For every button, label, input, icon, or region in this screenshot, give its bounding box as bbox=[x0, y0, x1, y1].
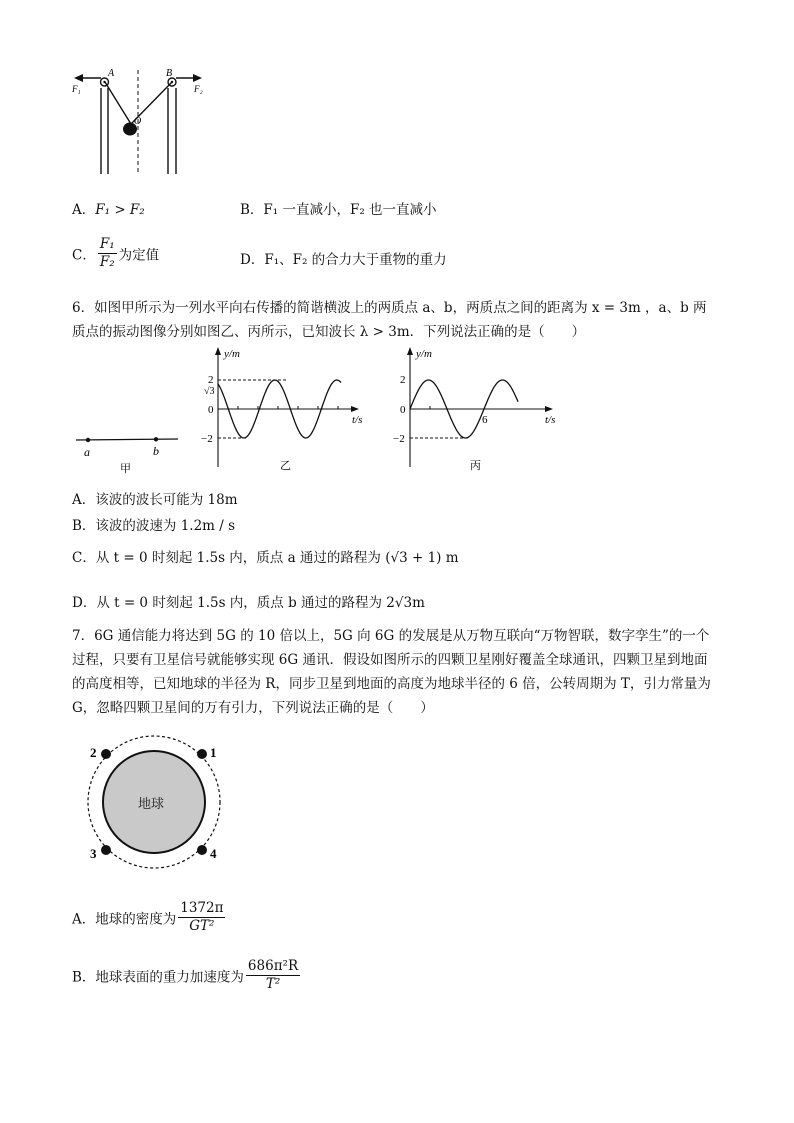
svg-text:3: 3 bbox=[90, 846, 97, 861]
svg-text:−2: −2 bbox=[393, 433, 405, 445]
label-B: B bbox=[166, 68, 173, 79]
q7-stem-line4: G，忽略四颗卫星间的万有引力，下列说法正确的是（ ） bbox=[72, 700, 434, 716]
q6-option-C[interactable]: C．从 t = 0 时刻起 1.5s 内，质点 a 通过的路程为 (√3 + 1) m bbox=[72, 550, 459, 566]
satellite-4 bbox=[197, 845, 207, 855]
earth-label: 地球 bbox=[138, 796, 165, 811]
label-a: a bbox=[84, 445, 90, 459]
satellite-2 bbox=[101, 749, 111, 759]
q7-stem-line3: 的高度相等，已知地球的半径为 R，同步卫星到地面的高度为地球半径的 6 倍，公转周期为 T，引力常量为 bbox=[72, 676, 711, 692]
satellite-3 bbox=[101, 845, 111, 855]
q6-stem-line2: 质点的振动图像分别如图乙、丙所示，已知波长 λ > 3m．下列说法正确的是（ ） bbox=[72, 324, 586, 340]
q5-option-B[interactable]: B．F₁ 一直减小，F₂ 也一直减小 bbox=[240, 202, 437, 218]
label-F2: F₂ bbox=[194, 84, 203, 94]
svg-text:2: 2 bbox=[90, 745, 97, 760]
label-b: b bbox=[153, 444, 159, 458]
label-O: O bbox=[134, 116, 142, 127]
q6-option-A[interactable]: A．该波的波长可能为 18m bbox=[72, 492, 238, 508]
arrow-F1 bbox=[74, 74, 83, 82]
q5-option-C[interactable]: C． $\frac{\text{F₁}}{\text{F₂}}$ 为定值 bbox=[72, 236, 160, 270]
point-b bbox=[154, 437, 158, 441]
figure-yi bbox=[196, 345, 371, 475]
caption-yi: 乙 bbox=[280, 460, 291, 472]
svg-text:√3: √3 bbox=[204, 386, 215, 397]
svg-text:0: 0 bbox=[400, 404, 406, 416]
svg-text:y/m: y/m bbox=[224, 348, 240, 360]
svg-text:0: 0 bbox=[208, 404, 214, 416]
q6-stem-line1: 6．如图甲所示为一列水平向右传播的简谐横波上的两质点 a、b，两质点之间的距离为 x = 3m ，a、b 两 bbox=[72, 300, 707, 316]
caption-jia: 甲 bbox=[120, 463, 131, 475]
q6-option-B[interactable]: B．该波的波速为 1.2m / s bbox=[72, 518, 236, 534]
satellite-figure bbox=[82, 730, 227, 875]
label-F1: F₁ bbox=[72, 84, 81, 94]
fraction-density: $\frac{1372\pi}{\text{GT²}}$ bbox=[180, 900, 224, 934]
svg-text:−2: −2 bbox=[201, 433, 213, 445]
svg-text:4: 4 bbox=[210, 846, 217, 861]
q6-option-D[interactable]: D．从 t = 0 时刻起 1.5s 内，质点 b 通过的路程为 2√3m bbox=[72, 595, 425, 611]
q7-stem-line1: 7．6G 通信能力将达到 5G 的 10 倍以上，5G 向 6G 的发展是从万物互联向“万物智联，数字孪生”的一个 bbox=[72, 628, 710, 644]
figure-jia bbox=[70, 420, 185, 476]
q5-option-D[interactable]: D．F₁、F₂ 的合力大于重物的重力 bbox=[240, 252, 447, 268]
fraction-F1-over-F2: $\frac{\text{F₁}}{\text{F₂}}$ bbox=[99, 236, 115, 270]
svg-text:2: 2 bbox=[400, 374, 406, 386]
q7-option-A[interactable]: A．地球的密度为 $\frac{1372\pi}{\text{GT²}}$ bbox=[72, 900, 224, 934]
arrow-F2 bbox=[193, 74, 202, 82]
pulley-figure bbox=[68, 66, 218, 178]
q7-option-B[interactable]: B．地球表面的重力加速度为 $\frac{\text{686π²R}}{\text{T²}}$ bbox=[72, 958, 299, 992]
svg-text:t/s: t/s bbox=[545, 414, 556, 426]
figure-bing bbox=[388, 345, 563, 475]
svg-text:2: 2 bbox=[208, 374, 214, 386]
q5-option-A[interactable]: A．F₁ > F₂ bbox=[72, 202, 145, 218]
rope-A-to-O bbox=[105, 82, 131, 124]
point-a bbox=[86, 438, 90, 442]
fraction-gravity: $\frac{\text{686π²R}}{\text{T²}}$ bbox=[247, 958, 299, 992]
svg-text:6: 6 bbox=[482, 414, 488, 426]
svg-text:t/s: t/s bbox=[352, 414, 363, 426]
satellite-1 bbox=[197, 749, 207, 759]
q7-stem-line2: 过程，只要有卫星信号就能够实现 6G 通讯．假设如图所示的四颗卫星刚好覆盖全球通讯，四颗卫星到地面 bbox=[72, 652, 708, 668]
caption-bing: 丙 bbox=[470, 460, 481, 472]
label-A: A bbox=[108, 68, 115, 79]
svg-text:y/m: y/m bbox=[416, 348, 432, 360]
svg-text:1: 1 bbox=[210, 745, 217, 760]
